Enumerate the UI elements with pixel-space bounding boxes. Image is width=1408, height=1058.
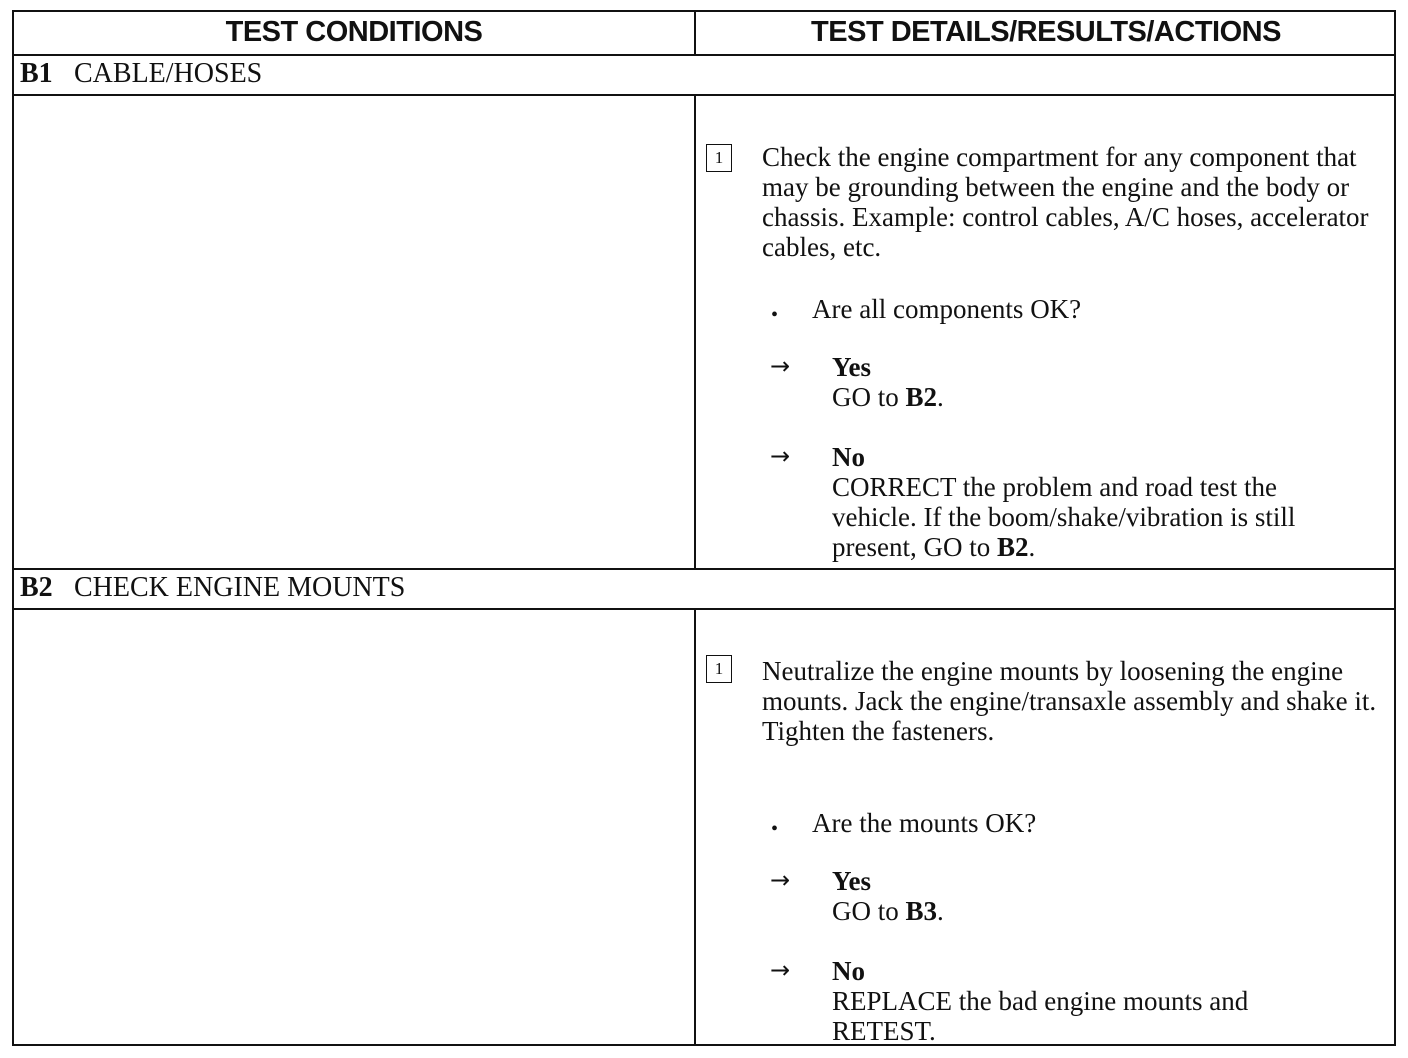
step-number-box: 1 — [706, 655, 732, 683]
yes-action-target: B2 — [905, 382, 938, 412]
header-rule — [14, 54, 1394, 56]
bullet-icon: • — [771, 818, 779, 840]
no-answer — [832, 956, 1312, 1046]
section-title: CHECK ENGINE MOUNTS — [74, 572, 406, 603]
no-action-target: B2 — [996, 532, 1029, 562]
yes-action-prefix: GO to — [832, 896, 906, 926]
column-divider — [694, 608, 696, 1046]
section-rule — [14, 568, 1394, 570]
column-divider — [694, 94, 696, 568]
section-title: CABLE/HOSES — [74, 58, 263, 89]
test-table — [12, 10, 1396, 1046]
section-rule — [14, 94, 1394, 96]
section-id: B2 — [20, 572, 53, 603]
yes-label: Yes — [832, 352, 871, 382]
header-test-details: TEST DETAILS/RESULTS/ACTIONS — [811, 16, 1281, 48]
section-rule — [14, 608, 1394, 610]
step-number-box: 1 — [706, 144, 732, 172]
no-action-prefix: CORRECT the problem and road test the vehicle. If the boom/shake/vibration is still present, GO to — [832, 472, 1296, 562]
step-text: Neutralize the engine mounts by loosening the engine mounts. Jack the engine/transaxle assembly and shake it. Tighten the fasteners. — [762, 656, 1377, 746]
section-id: B1 — [20, 58, 53, 89]
yes-label: Yes — [832, 866, 871, 896]
bullet-icon: • — [771, 304, 779, 326]
header-divider — [694, 12, 696, 54]
header-test-conditions: TEST CONDITIONS — [225, 16, 483, 48]
yes-action-target: B3 — [905, 896, 938, 926]
yes-action-prefix: GO to — [832, 382, 906, 412]
section-title-b2 — [20, 572, 405, 604]
no-action-text: REPLACE the bad engine mounts and RETEST. — [832, 986, 1249, 1046]
question-text: Are all components OK? — [812, 294, 1082, 324]
right-arrow-icon: → — [770, 956, 791, 984]
no-label: No — [832, 442, 865, 472]
no-answer: No CORRECT the problem and road test the vehicle. If the boom/shake/vibration is still present, GO to B2. — [832, 442, 1362, 562]
right-arrow-icon: → — [770, 442, 791, 470]
no-label: No — [832, 956, 865, 986]
yes-answer: Yes GO to B3. — [832, 866, 1382, 926]
right-arrow-icon: → — [770, 352, 791, 380]
yes-answer: Yes GO to B2. — [832, 352, 1382, 412]
question-text: Are the mounts OK? — [812, 808, 1037, 838]
section-title-b1 — [20, 58, 262, 90]
right-arrow-icon: → — [770, 866, 791, 894]
step-text: Check the engine compartment for any component that may be grounding between the engine and the body or chassis. Example: control cables, A/C hoses, accelerator cables, etc. — [762, 142, 1369, 262]
